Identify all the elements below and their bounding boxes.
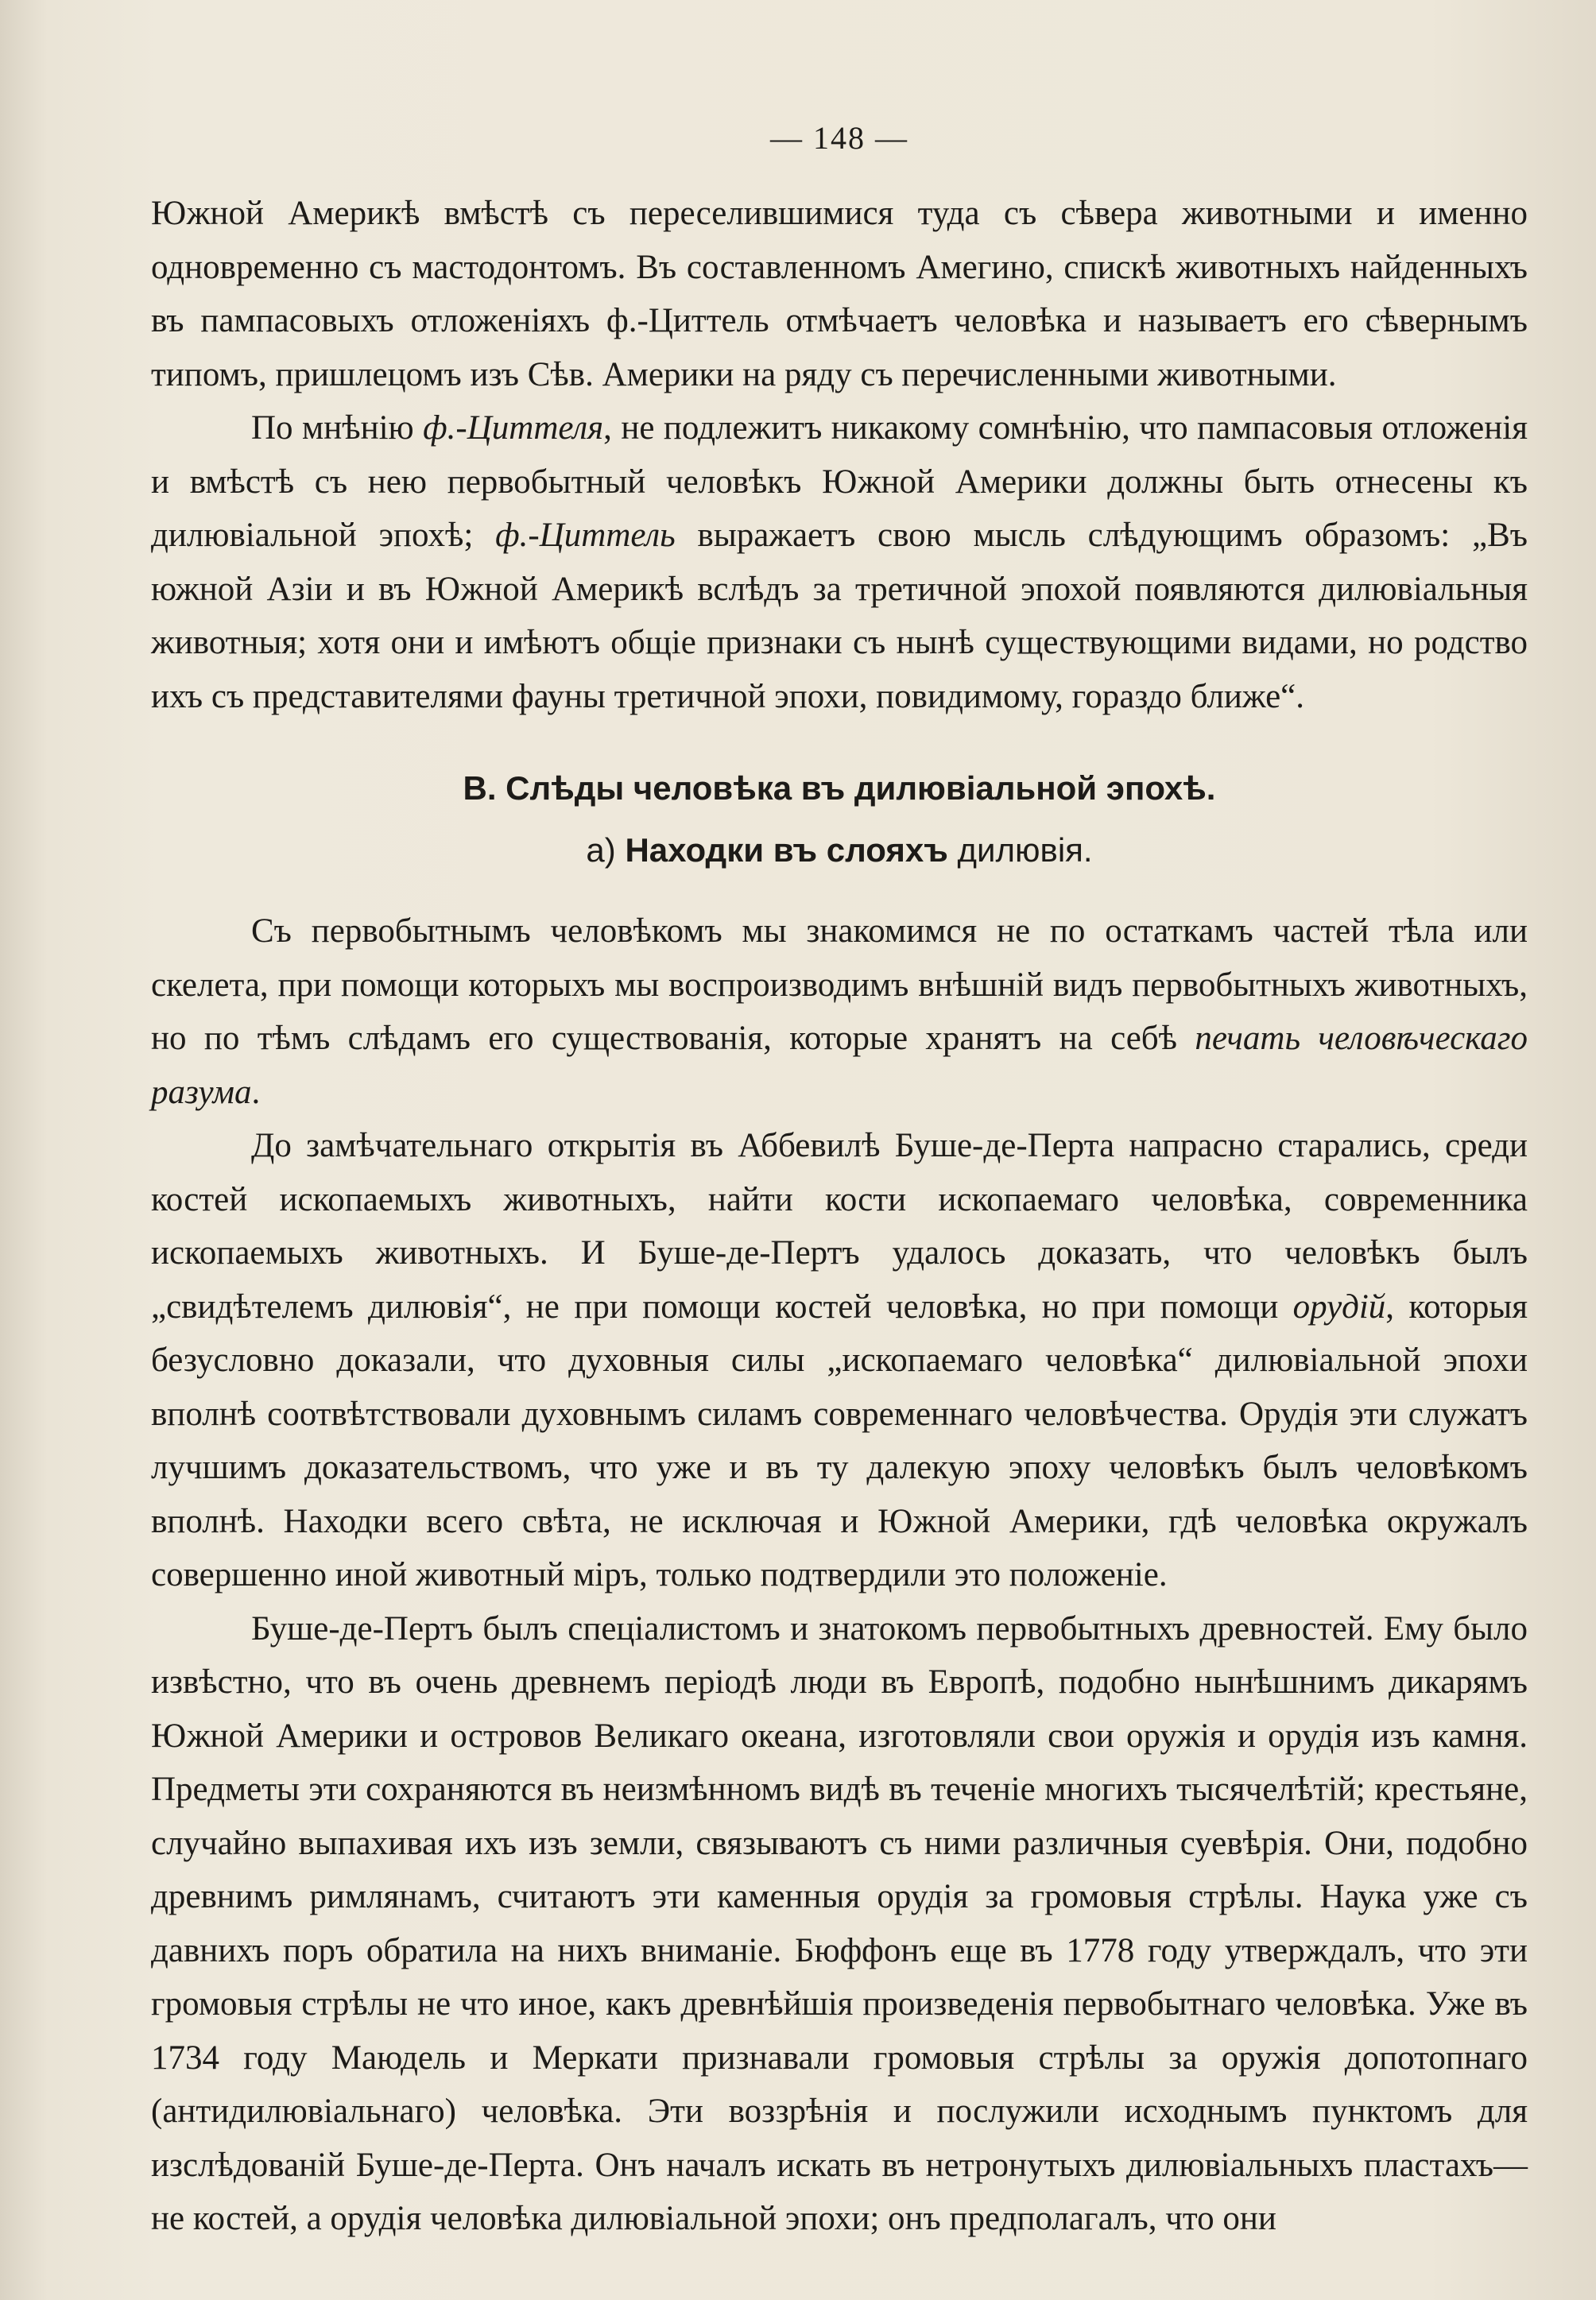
paragraph-text: . (251, 1073, 261, 1111)
paragraph-text: До замѣчательнаго открытія въ Аббевилѣ Буше-де-Перта напрасно старались, среди костей ископаемыхъ животныхъ, найти кости ископаемаго человѣка, современника ископаемыхъ животныхъ. И Буше-де-Пертъ удалось доказать, что человѣкъ былъ „свидѣтелемъ дилювія“, не при помощи костей человѣка, но при помощи (151, 1127, 1528, 1326)
subsection-heading (151, 825, 1528, 876)
italic-text: орудій (1292, 1287, 1386, 1326)
text-block-before-heading (151, 187, 1528, 723)
italic-text: ф.-Циттель (495, 517, 676, 554)
subsection-title-rest: дилювія. (957, 831, 1093, 869)
paragraph (151, 904, 1528, 1119)
paragraph-text: , которыя безусловно доказали, что духовныя силы „ископаемаго человѣка“ дилювіальной эпохи вполнѣ соотвѣтствовали духовнымъ силамъ современнаго человѣчества. Орудія эти служатъ лучшимъ доказательствомъ, что уже и въ ту далекую эпоху человѣкъ былъ человѣкомъ вполнѣ. Находки всего свѣта, не исключая и Южной Америки, гдѣ человѣка окружалъ совершенно иной животный міръ, только подтвердили это положеніе. (151, 1287, 1528, 1593)
paragraph (151, 1119, 1528, 1602)
paragraph-text: Съ первобытнымъ человѣкомъ мы знакомимся не по остаткамъ частей тѣла или скелета, при помощи которыхъ мы воспроизводимъ внѣшній видъ первобытныхъ животныхъ, но по тѣмъ слѣдамъ его существованія, которые хранятъ на себѣ (151, 912, 1528, 1057)
paragraph (151, 1602, 1528, 2246)
page-number: — 148 — (770, 120, 908, 156)
paragraph-text: Буше-де-Пертъ былъ спеціалистомъ и знатокомъ первобытныхъ древностей. Ему было извѣстно, что въ очень древнемъ періодѣ люди въ Европѣ, подобно нынѣшнимъ дикарямъ Южной Америки и островов Великаго океана, изготовляли свои оружія и орудія изъ камня. Предметы эти сохраняются въ неизмѣнномъ видѣ въ теченіе многихъ тысячелѣтій; крестьяне, случайно выпахивая ихъ изъ земли, связываютъ съ ними различныя суевѣрія. Они, подобно древнимъ римлянамъ, считаютъ эти каменныя орудія за громовыя стрѣлы. Наука уже съ давнихъ поръ обратила на нихъ вниманіе. Бюффонъ еще въ 1778 году утверждалъ, что эти громовыя стрѣлы не что иное, какъ древнѣйшія произведенія первобытнаго человѣка. Уже въ 1734 году Маюдель и Меркати признавали громовыя стрѣлы за оружія допотопнаго (антидилювіальнаго) человѣка. Эти воззрѣнія и послужили исходнымъ пунктомъ для изслѣдованій Буше-де-Перта. Онъ началъ искать въ нетронутыхъ дилювіальныхъ пластахъ— не костей, а орудія человѣка дилювіальной эпохи; онъ предполагалъ, что они (151, 1609, 1528, 2237)
paragraph-text: Южной Америкѣ вмѣстѣ съ переселившимися туда съ сѣвера животными и именно одновременно съ мастодонтомъ. Въ составленномъ Амегино, спискѣ животныхъ найденныхъ въ пампасовыхъ отложеніяхъ ф.-Циттель отмѣчаетъ человѣка и называетъ его сѣвернымъ типомъ, пришлецомъ изъ Сѣв. Америки на ряду съ перечисленными животными. (151, 195, 1528, 393)
italic-text: печать человѣческаго разума (151, 1020, 1528, 1111)
paragraph (151, 401, 1528, 723)
paragraph-text: По мнѣнію (251, 409, 424, 447)
text-block-after-heading (151, 904, 1528, 2246)
section-heading: B. Слѣды человѣка въ дилювіальной эпохѣ. (463, 769, 1216, 807)
italic-text: ф.-Циттеля (423, 409, 604, 447)
paragraph (151, 187, 1528, 401)
subsection-letter: а) (586, 831, 616, 869)
paragraph-text: выражаетъ свою мысль слѣдующимъ образомъ: „Въ южной Азіи и въ Южной Америкѣ вслѣдъ за третичной эпохой появляются дилювіальныя животныя; хотя они и имѣютъ общіе признаки съ нынѣ существующими видами, но родство ихъ съ представителями фауны третичной эпохи, повидимому, гораздо ближе“. (151, 517, 1528, 715)
subsection-title-bold: Находки въ слояхъ (625, 831, 948, 869)
paragraph-text: , не подлежитъ никакому сомнѣнію, что пампасовыя отложенія и вмѣстѣ съ нею первобытный человѣкъ Южной Америки должны быть отнесены къ дилювіальной эпохѣ; (151, 409, 1528, 554)
